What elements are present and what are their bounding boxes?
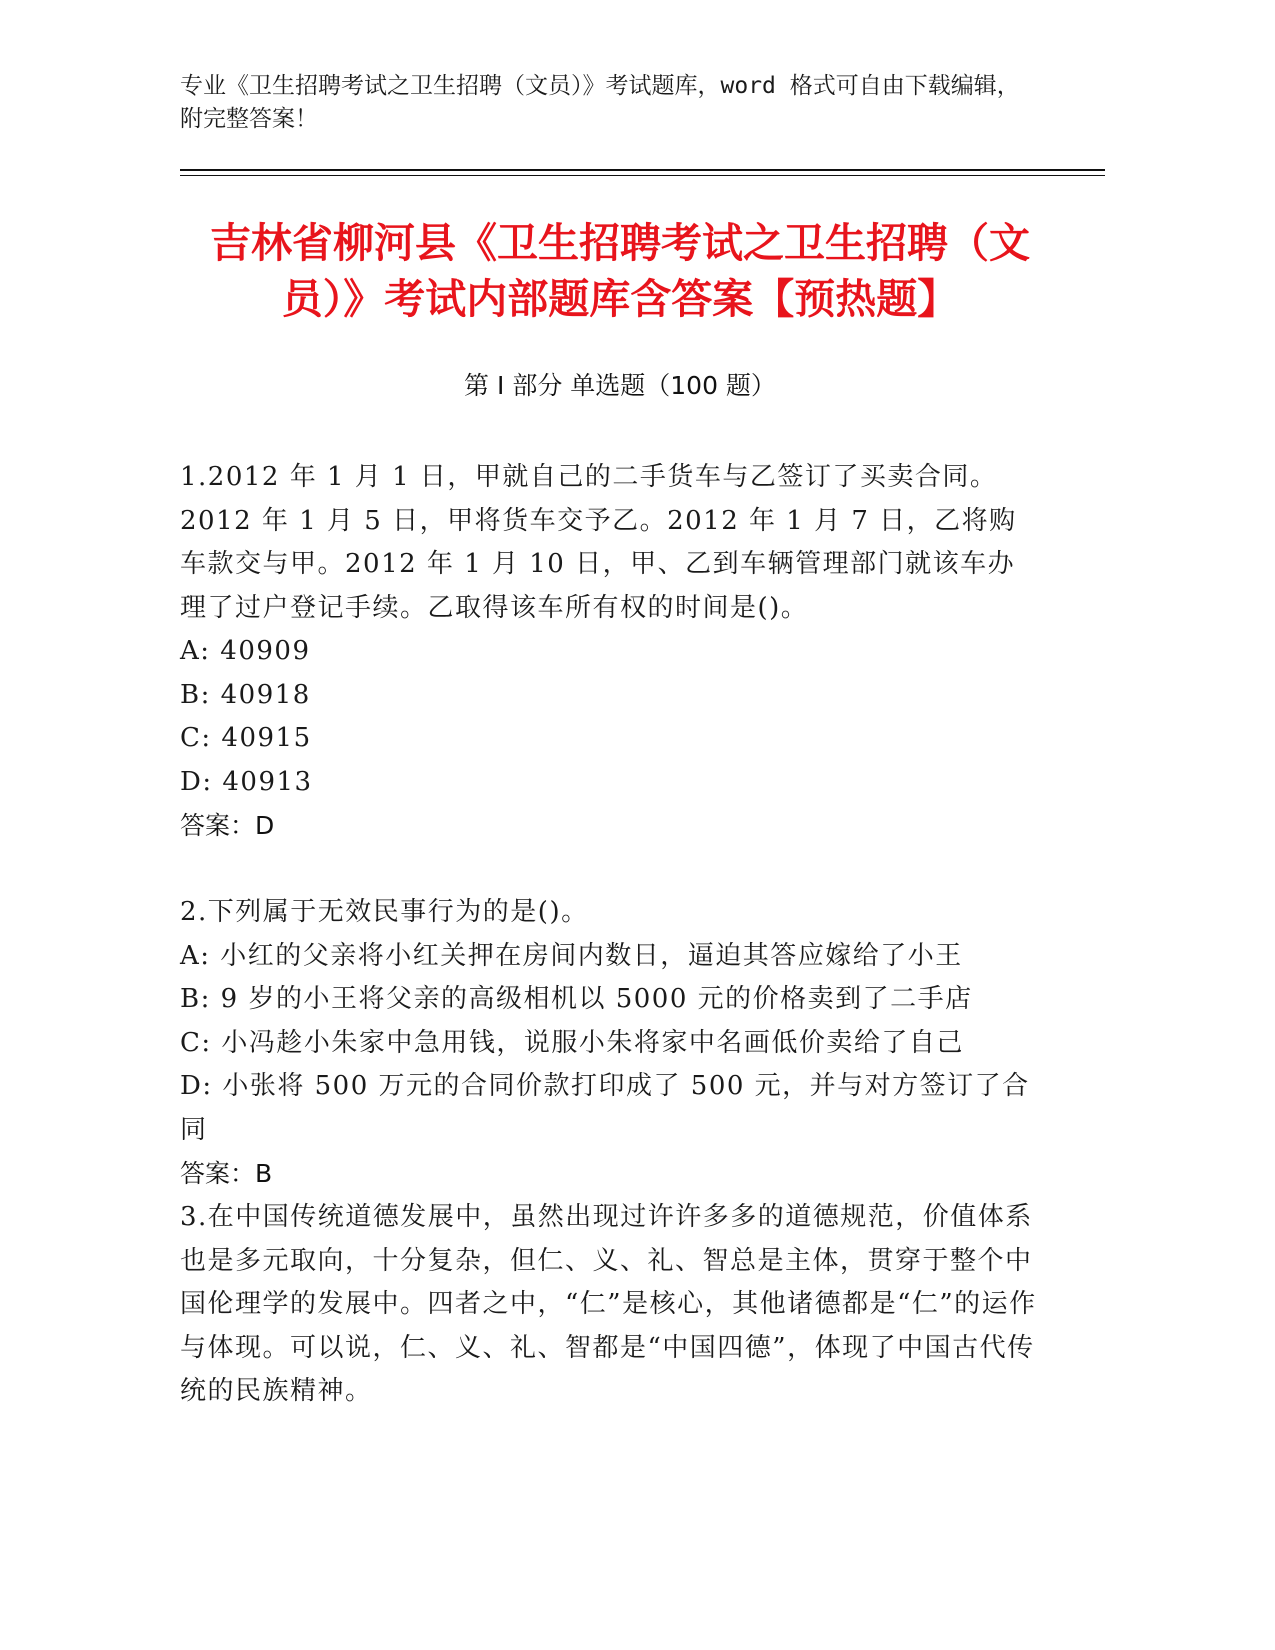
question-3 [180, 1196, 1040, 1414]
option-c: C: 40915 [180, 723, 312, 753]
option-b: B: 40918 [180, 679, 311, 710]
section-title: 第 I 部分 单选题（100 题） [464, 371, 776, 400]
header-divider-thick [180, 169, 1105, 171]
header-divider-thin [180, 175, 1105, 176]
question-2 [180, 891, 1040, 1196]
option-d: D: 小张将 500 万元的合同价款打印成了 500 元，并与对方签订了合同 [180, 1071, 1030, 1145]
option-a: A: 小红的父亲将小红关押在房间内数日，逼迫其答应嫁给了小王 [180, 940, 963, 971]
answer-line: 答案：B [180, 1159, 273, 1188]
option-c: C: 小冯趁小朱家中急用钱，说服小朱将家中名画低价卖给了自己 [180, 1027, 964, 1058]
option-d: D: 40913 [180, 766, 313, 797]
option-a: A: 40909 [180, 636, 311, 666]
question-stem: 1.2012 年 1 月 1 日，甲就自己的二手货车与乙签订了买卖合同。2012 年 1 月 5 日，甲将货车交予乙。2012 年 1 月 7 日，乙将购车款交与甲。2012 年 1 月 10 日，甲、乙到车辆管理部门就该车办理了过户登记手续。乙取得该车所有权的时间是()。 [180, 462, 1017, 623]
question-1 [180, 456, 1040, 848]
document-title: 吉林省柳河县《卫生招聘考试之卫生招聘（文员）》考试内部题库含答案【预热题】 [210, 219, 1030, 323]
question-stem: 2.下列属于无效民事行为的是()。 [180, 897, 589, 927]
question-stem: 3.在中国传统道德发展中，虽然出现过许许多多的道德规范，价值体系也是多元取向，十分复杂，但仁、义、礼、智总是主体，贯穿于整个中国伦理学的发展中。四者之中，“仁”是核心，其他诸德都是“仁”的运作与体现。可以说，仁、义、礼、智都是“中国四德”，体现了中国古代传统的民族精神。 [180, 1202, 1037, 1406]
option-b: B: 9 岁的小王将父亲的高级相机以 5000 元的价格卖到了二手店 [180, 984, 973, 1014]
header-note: 专业《卫生招聘考试之卫生招聘（文员）》考试题库，word 格式可自由下载编辑，附完整答案！ [180, 73, 1020, 132]
answer-line: 答案：D [180, 811, 275, 840]
